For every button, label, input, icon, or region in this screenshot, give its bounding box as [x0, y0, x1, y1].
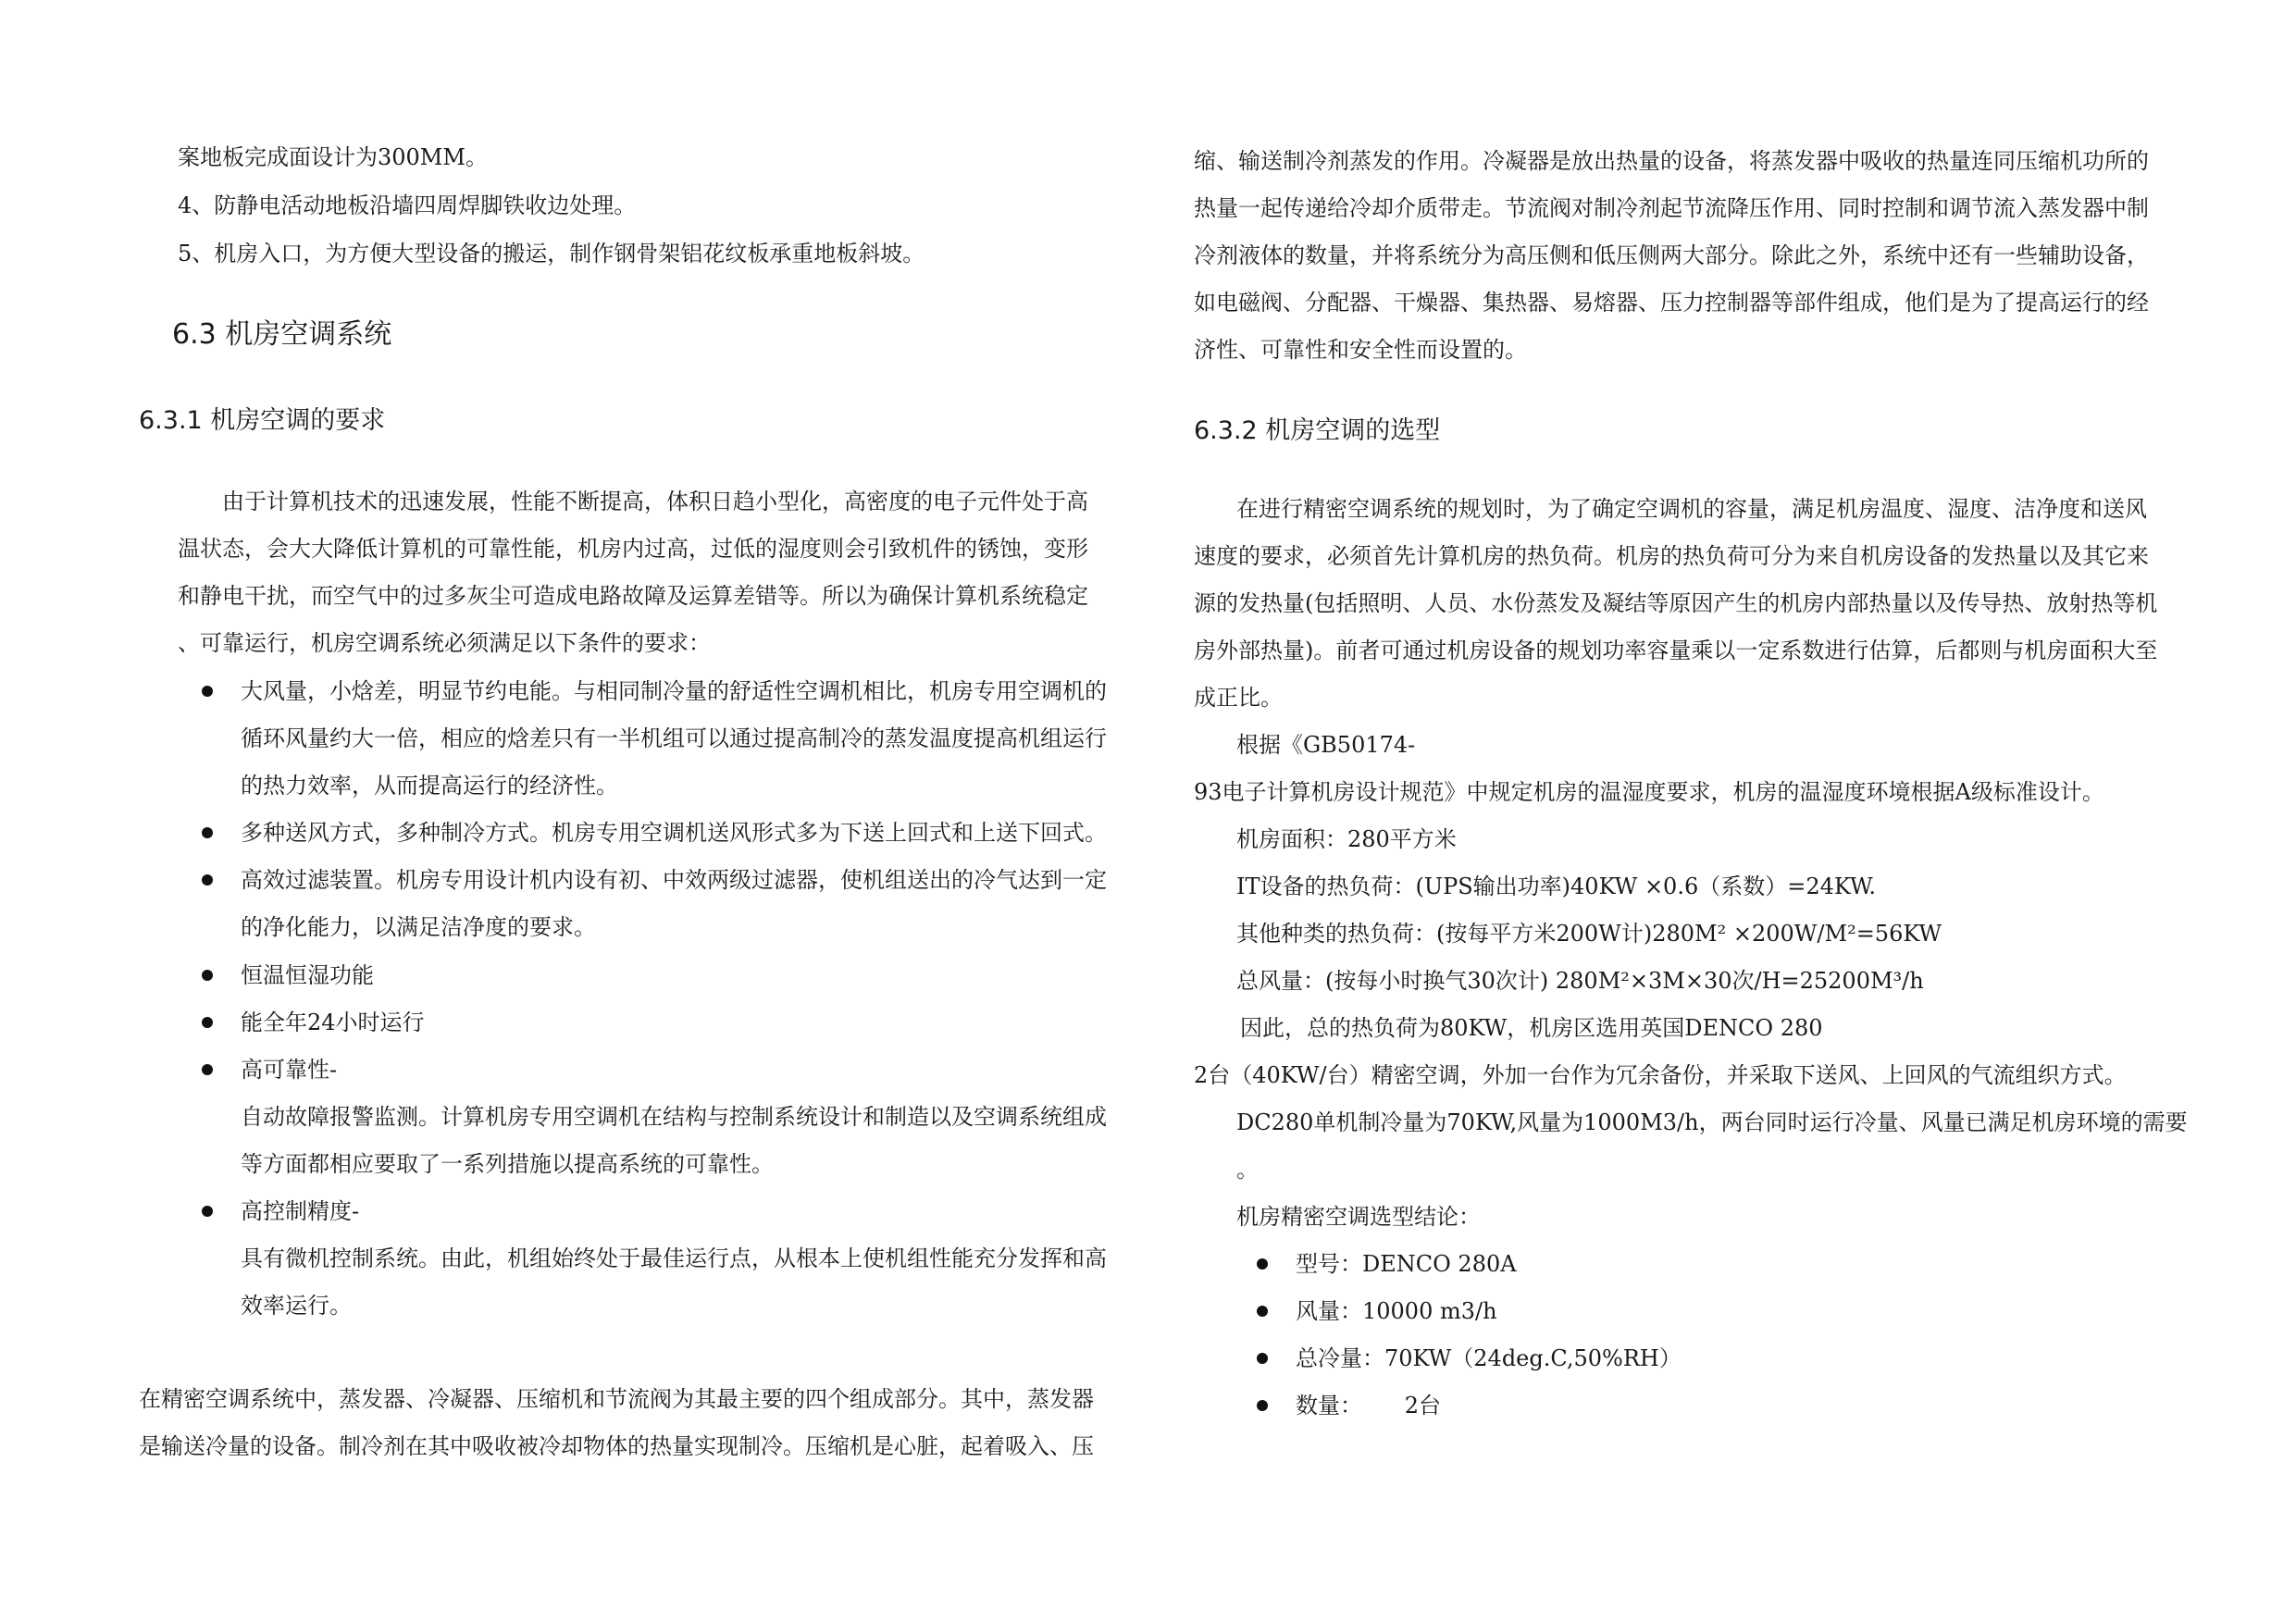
- bullet-icon: [202, 970, 213, 981]
- spec-item: 总冷量：70KW（24deg.C,50%RH）: [1296, 1345, 1682, 1371]
- paragraph-line: 温状态，会大大降低计算机的可靠性能，机房内过高，过低的湿度则会引致机件的锈蚀，变形: [178, 536, 1088, 562]
- calc-line: 93电子计算机房设计规范》中规定机房的温湿度要求，机房的温湿度环境根据A级标准设计。: [1194, 779, 2104, 805]
- paragraph-line: 济性、可靠性和安全性而设置的。: [1194, 337, 1527, 363]
- calc-line: 机房精密空调选型结论：: [1236, 1204, 1481, 1230]
- bullet-icon: [202, 1064, 213, 1075]
- bullet-icon: [202, 874, 213, 886]
- paragraph-line: 、可靠运行，机房空调系统必须满足以下条件的要求：: [178, 630, 711, 656]
- list-item: 多种送风方式，多种制冷方式。机房专用空调机送风形式多为下送上回式和上送下回式。: [241, 820, 1107, 846]
- calc-line: 因此，总的热负荷为80KW，机房区选用英国DENCO 280: [1240, 1015, 1823, 1041]
- section-heading-6-3-2: 6.3.2 机房空调的选型: [1194, 416, 1441, 445]
- calc-line: DC280单机制冷量为70KW,风量为1000M3/h，两台同时运行冷量、风量已满足机房环境的需要: [1236, 1109, 2188, 1135]
- list-item: 恒温恒湿功能: [241, 962, 374, 988]
- text-line: 4、防静电活动地板沿墙四周焊脚铁收边处理。: [178, 192, 637, 218]
- spec-item: 型号：DENCO 280A: [1296, 1251, 1517, 1277]
- calc-line: 。: [1236, 1157, 1259, 1183]
- bullet-icon: [202, 1017, 213, 1028]
- paragraph-line: 房外部热量)。前者可通过机房设备的规划功率容量乘以一定系数进行估算，后都则与机房面积大至: [1194, 638, 2158, 663]
- text-line: 案地板完成面设计为300MM。: [178, 144, 488, 170]
- list-item-detail: 具有微机控制系统。由此，机组始终处于最佳运行点，从根本上使机组性能充分发挥和高: [241, 1245, 1107, 1271]
- paragraph-line: 在精密空调系统中，蒸发器、冷凝器、压缩机和节流阀为其最主要的四个组成部分。其中，蒸发器: [139, 1386, 1094, 1412]
- bullet-icon: [1257, 1306, 1268, 1317]
- paragraph-line: 由于计算机技术的迅速发展，性能不断提高，体积日趋小型化，高密度的电子元件处于高: [222, 489, 1088, 514]
- calc-line: 根据《GB50174-: [1236, 732, 1416, 758]
- paragraph-line: 速度的要求，必须首先计算机房的热负荷。机房的热负荷可分为来自机房设备的发热量以及其它来: [1194, 543, 2149, 569]
- bullet-icon: [202, 1206, 213, 1217]
- calc-line: 其他种类的热负荷：(按每平方米200W计)280M² ×200W/M²=56KW: [1236, 921, 1942, 947]
- calc-line: IT设备的热负荷：(UPS输出功率)40KW ×0.6（系数）=24KW.: [1236, 873, 1877, 899]
- paragraph-line: 冷剂液体的数量，并将系统分为高压侧和低压侧两大部分。除此之外，系统中还有一些辅助设备，: [1194, 242, 2149, 268]
- paragraph-line: 是输送冷量的设备。制冷剂在其中吸收被冷却物体的热量实现制冷。压缩机是心脏，起着吸入、压: [139, 1433, 1094, 1459]
- paragraph-line: 热量一起传递给冷却介质带走。节流阀对制冷剂起节流降压作用、同时控制和调节流入蒸发器中制: [1194, 195, 2149, 221]
- list-item: 能全年24小时运行: [241, 1010, 425, 1035]
- list-item-continuation: 循环风量约大一倍，相应的焓差只有一半机组可以通过提高制冷的蒸发温度提高机组运行: [241, 725, 1107, 751]
- section-heading-6-3: 6.3 机房空调系统: [172, 318, 392, 351]
- calc-line: 总风量：(按每小时换气30次计) 280M²×3M×30次/H=25200M³/h: [1236, 968, 1924, 994]
- list-item-continuation: 的净化能力，以满足洁净度的要求。: [241, 914, 596, 940]
- paragraph-line: 如电磁阀、分配器、干燥器、集热器、易熔器、压力控制器等部件组成，他们是为了提高运行的经: [1194, 290, 2149, 316]
- bullet-icon: [202, 827, 213, 838]
- section-heading-6-3-1: 6.3.1 机房空调的要求: [139, 406, 386, 435]
- list-item: 高可靠性-: [241, 1057, 338, 1083]
- bullet-icon: [202, 686, 213, 697]
- list-item-detail: 效率运行。: [241, 1293, 352, 1319]
- text-line: 5、机房入口，为方便大型设备的搬运，制作钢骨架铝花纹板承重地板斜坡。: [178, 241, 925, 266]
- bullet-icon: [1257, 1400, 1268, 1411]
- bullet-icon: [1257, 1353, 1268, 1364]
- calc-line: 机房面积：280平方米: [1236, 826, 1457, 852]
- spec-item: 风量：10000 m3/h: [1296, 1298, 1497, 1324]
- spec-item: 数量： 2台: [1296, 1393, 1442, 1419]
- list-item: 大风量，小焓差，明显节约电能。与相同制冷量的舒适性空调机相比，机房专用空调机的: [241, 678, 1107, 704]
- calc-line: 2台（40KW/台）精密空调，外加一台作为冗余备份，并采取下送风、上回风的气流组织方式。: [1194, 1062, 2127, 1088]
- list-item-detail: 自动故障报警监测。计算机房专用空调机在结构与控制系统设计和制造以及空调系统组成: [241, 1104, 1107, 1130]
- paragraph-line: 缩、输送制冷剂蒸发的作用。冷凝器是放出热量的设备，将蒸发器中吸收的热量连同压缩机功所的: [1194, 148, 2149, 174]
- list-item-detail: 等方面都相应要取了一系列措施以提高系统的可靠性。: [241, 1151, 774, 1177]
- paragraph-line: 成正比。: [1194, 685, 1283, 711]
- list-item: 高控制精度-: [241, 1198, 360, 1224]
- paragraph-line: 在进行精密空调系统的规划时，为了确定空调机的容量，满足机房温度、湿度、洁净度和送风: [1236, 496, 2147, 522]
- list-item: 高效过滤装置。机房专用设计机内设有初、中效两级过滤器，使机组送出的冷气达到一定: [241, 867, 1107, 893]
- paragraph-line: 源的发热量(包括照明、人员、水份蒸发及凝结等原因产生的机房内部热量以及传导热、放射热等机: [1194, 590, 2158, 616]
- list-item-continuation: 的热力效率，从而提高运行的经济性。: [241, 773, 618, 799]
- paragraph-line: 和静电干扰，而空气中的过多灰尘可造成电路故障及运算差错等。所以为确保计算机系统稳定: [178, 583, 1088, 609]
- bullet-icon: [1257, 1258, 1268, 1270]
